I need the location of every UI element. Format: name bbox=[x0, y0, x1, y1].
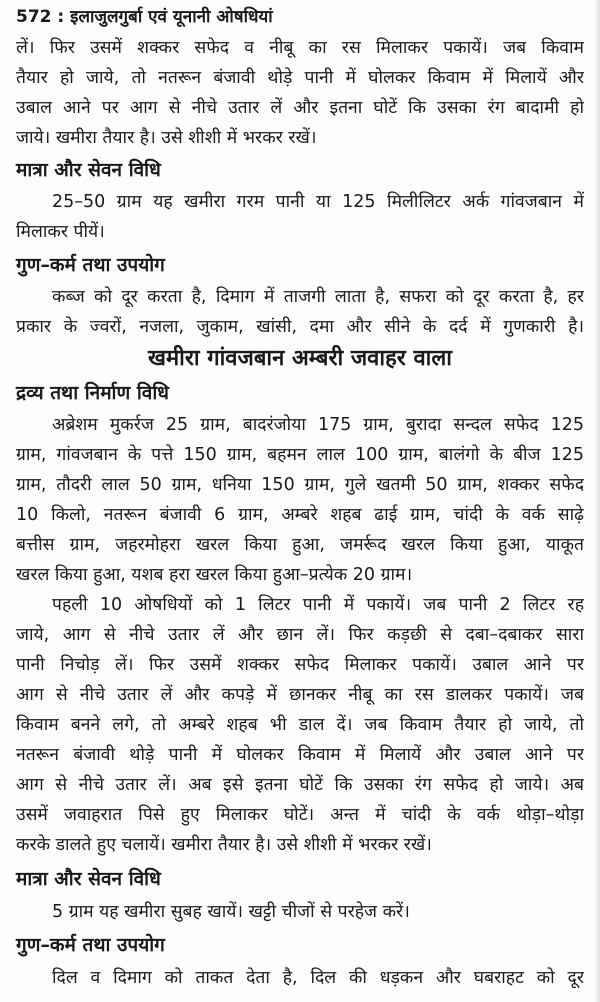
body-line: लें। फिर उसमें शक्कर सफेद व नीबू का रस मिलाकर पकायें। जब किवाम bbox=[16, 38, 584, 58]
body-line: मिलाकर पीयें। bbox=[16, 222, 105, 242]
body-line: 25–50 ग्राम यह खमीरा गरम पानी या 125 मिलीलिटर अर्क गांवजबान में bbox=[52, 192, 584, 212]
properties-heading: गुण–कर्म तथा उपयोग bbox=[16, 934, 165, 956]
body-line: किवाम बनने लगे, तो अम्बरे शहब भी डाल दें। जब किवाम तैयार हो जाये, तो bbox=[16, 715, 584, 735]
body-line: पानी निचोड़ लें। फिर उसमें शक्कर सफेद मिलाकर पकायें। उबाल आने पर bbox=[16, 655, 584, 675]
body-line: खरल किया हुआ, यशब हरा खरल किया हुआ–प्रत्येक 20 ग्राम। bbox=[16, 565, 413, 585]
body-line: अब्रेशम मुकर्रज 25 ग्राम, बादरंजोया 175 ग्राम, बुरादा सन्दल सफेद 125 bbox=[52, 415, 584, 435]
dosage-heading: मात्रा और सेवन विधि bbox=[16, 159, 161, 181]
running-head: 572 : इलाजुलगुर्बा एवं यूनानी ओषधियां bbox=[16, 7, 273, 27]
body-line: करके डालते हुए चलायें। खमीरा तैयार है। उसे शीशी में भरकर रखें। bbox=[16, 835, 432, 855]
body-line: जाये, आग से नीचे उतार लें और छान लें। फिर कड़छी से दबा–दबाकर सारा bbox=[16, 625, 584, 645]
page-edge-shadow bbox=[594, 0, 600, 1002]
body-line: तैयार हो जाये, तो नतरून बंजावी थोड़े पानी में घोलकर किवाम में मिलायें और bbox=[16, 68, 584, 88]
body-line: कब्ज को दूर करता है, दिमाग में ताजगी लाता है, सफरा को दूर करता है, हर bbox=[52, 287, 584, 307]
ingredients-heading: द्रव्य तथा निर्माण विधि bbox=[16, 382, 169, 404]
body-line: बत्तीस ग्राम, जहरमोहरा खरल किया हुआ, जमर्रूद खरल किया हुआ, याकूत bbox=[16, 535, 584, 555]
dosage-heading: मात्रा और सेवन विधि bbox=[16, 868, 161, 890]
body-line: आग से नीचे उतार लें और कपड़े में छानकर नीबू का रस डालकर पकायें। जब bbox=[16, 685, 584, 705]
body-line: उबाल आने पर आग से नीचे उतार लें और इतना घोटें कि उसका रंग बादामी हो bbox=[16, 98, 584, 118]
body-line: ग्राम, तौदरी लाल 50 ग्राम, धनिया 150 ग्राम, गुले खतमी 50 ग्राम, शक्कर सफेद bbox=[16, 475, 584, 495]
body-line: जाये। खमीरा तैयार है। उसे शीशी में भरकर रखें। bbox=[16, 128, 317, 148]
body-line: दिल व दिमाग को ताकत देता है, दिल की धड़कन और घबराहट को दूर bbox=[52, 968, 584, 988]
body-line: नतरून बंजावी थोड़े पानी में घोलकर किवाम में मिलायें और उबाल आने पर bbox=[16, 745, 584, 765]
body-line: ग्राम, गांवजबान के पत्ते 150 ग्राम, बहमन लाल 100 ग्राम, बालंगो के बीज 125 bbox=[16, 445, 584, 465]
recipe-title: खमीरा गांवजबान अम्बरी जवाहर वाला bbox=[148, 346, 452, 371]
body-line: पहली 10 ओषधियों को 1 लिटर पानी में पकायें। जब पानी 2 लिटर रह bbox=[52, 595, 584, 615]
body-line: 10 किलो, नतरून बंजावी 6 ग्राम, अम्बरे शहब ढाई ग्राम, चांदी के वर्क साढ़े bbox=[16, 505, 584, 525]
body-line: 5 ग्राम यह खमीरा सुबह खायें। खट्टी चीजों से परहेज करें। bbox=[52, 902, 410, 922]
body-line: उसमें जवाहरात पिसे हुए मिलाकर घोटें। अन्त में चांदी के वर्क थोड़ा–थोड़ा bbox=[16, 805, 584, 825]
properties-heading: गुण–कर्म तथा उपयोग bbox=[16, 254, 165, 276]
body-line: प्रकार के ज्वरों, नजला, जुकाम, खांसी, दमा और सीने के दर्द में गुणकारी है। bbox=[16, 317, 584, 337]
body-line: आग से नीचे उतार लें। अब इसे इतना घोटें कि उसका रंग सफेद हो जाये। अब bbox=[16, 775, 584, 795]
